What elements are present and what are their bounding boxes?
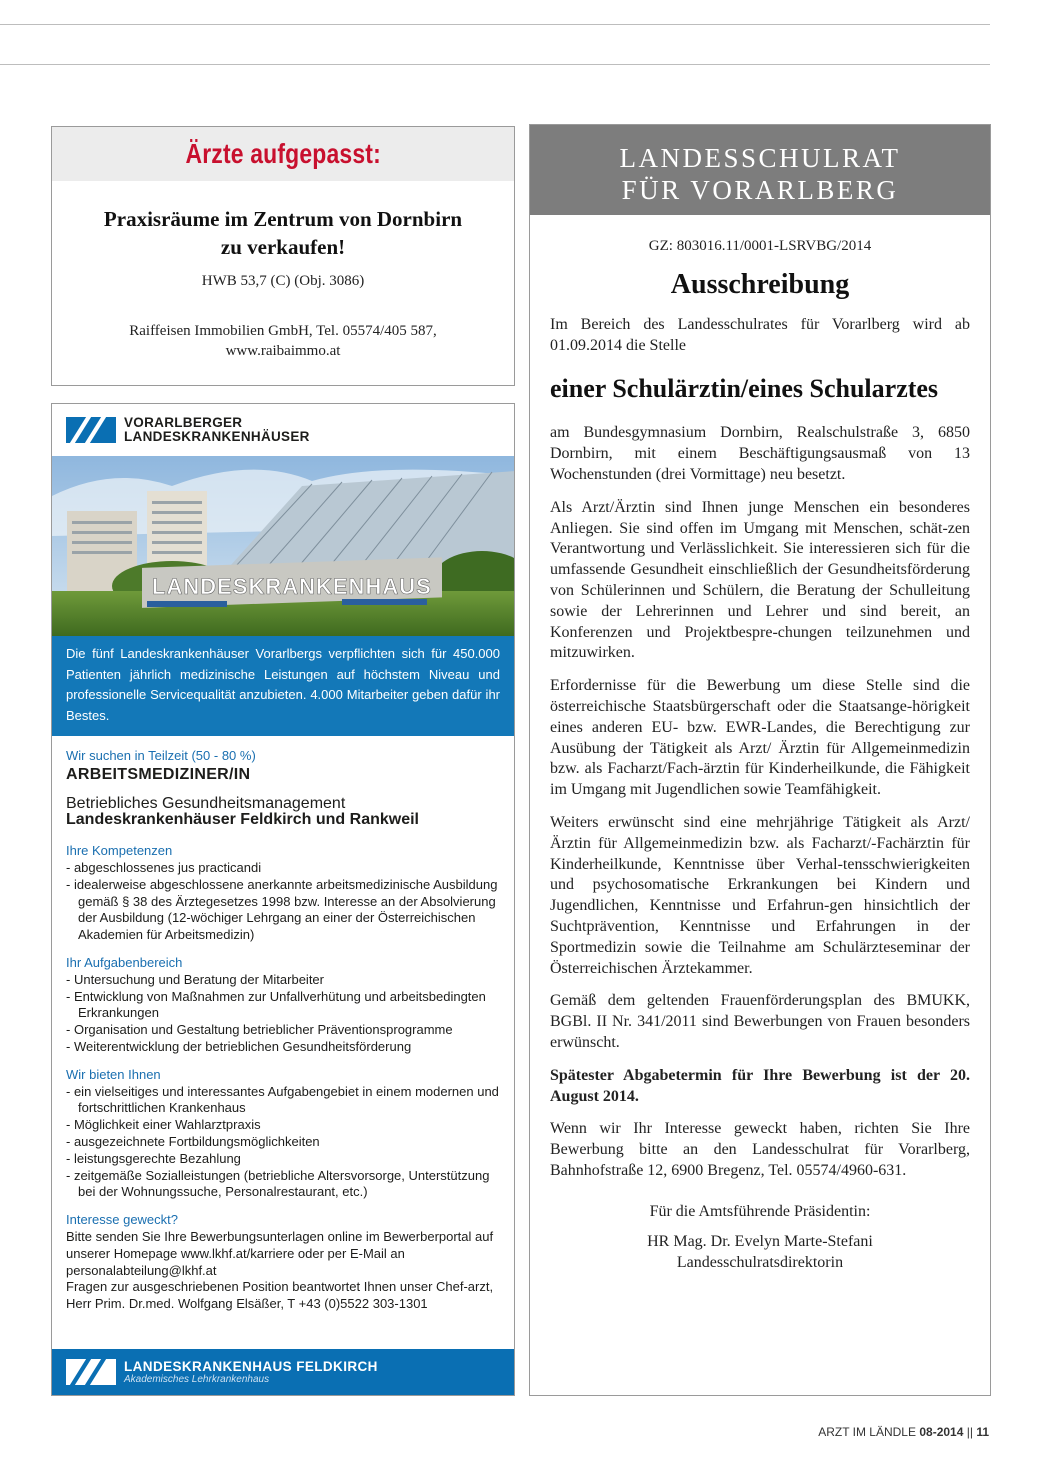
- dept-line-2: Landeskrankenhäuser Feldkirch und Rankweil: [66, 811, 419, 829]
- ad-praxis-hwb: HWB 53,7 (C) (Obj. 3086): [201, 273, 365, 289]
- ad-praxis-headline: Ärzte aufgepasst:: [185, 138, 381, 169]
- lkh-logo-mark-icon: [66, 417, 116, 443]
- section-kompetenzen: Ihre Kompetenzen - abgeschlossenes jus practicandi - idealerweise abgeschlossene anerkannte arbeitsmedizinische Ausbildung gemäß § 38 des Ärztegesetzes 1998 bzw. Interesse an der Absolvierung der Ausbildung (12-wöchiger Lehrgang an einer der Österreichischen Akademien für Arbeitsmedizin): [66, 843, 500, 944]
- list-item: - abgeschlossenes jus practicandi: [66, 860, 500, 877]
- list-item: - idealerweise abgeschlossene anerkannte arbeitsmedizinische Ausbildung gemäß § 38 des Ärztegesetzes 1998 bzw. Interesse an der Absolvierung der Ausbildung (12-wöchiger Lehrgang an einer der Österreichischen Akademien für Arbeitsmedizin): [66, 877, 500, 944]
- list-item: - ausgezeichnete Fortbildungsmöglichkeiten: [66, 1134, 500, 1151]
- lsr-paragraph: Wenn wir Ihr Interesse geweckt haben, richten Sie Ihre Bewerbung bitte an den Landesschulrat für Vorarlberg, Bahnhofstraße 12, 6900 Bregenz, Tel. 05574/4960-631.: [550, 1120, 970, 1179]
- lkh-job-details: [52, 736, 514, 1313]
- list-item: - Weiterentwicklung der betrieblichen Gesundheitsförderung: [66, 1039, 500, 1056]
- lkh-logo: VORARLBERGER LANDESKRANKENHÄUSER: [52, 404, 514, 456]
- ad-lkh: [51, 403, 515, 1396]
- photo-sign-text: LANDESKRANKENHAUS: [152, 574, 432, 599]
- lsr-body: [530, 315, 990, 1274]
- list-item: - leistungsgerechte Bezahlung: [66, 1151, 500, 1168]
- lsr-paragraph: am Bundesgymnasium Dornbirn, Realschulstraße 3, 6850 Dornbirn, mit einem Beschäftigungsausmaß von 13 Wochenstunden (drei Vormittage) neu besetzt.: [550, 424, 970, 483]
- lsr-paragraph: Weiters erwünscht sind eine mehrjährige Tätigkeit als Arzt/Ärztin für Allgemeinmedizin bzw. als Facharzt/-Fachärztin für Kinderheilkunde, Kenntnisse über Verhal-tensschwierigkeiten und psychosomatische Erkrankungen bei Kindern und Jugendlichen, Kenntnisse und Erfahrun-gen hinsichtlich der Suchtprävention, Kenntnisse und Erfahrungen in der Sportmedizin sowie die Teilnahme am Schulärzteseminar der Österreichischen Ärztekammer.: [550, 813, 970, 977]
- list-item: - zeitgemäße Sozialleistungen (betriebliche Altersvorsorge, Unterstützung bei der Wohnungssuche, Personalrestaurant, etc.): [66, 1168, 500, 1202]
- list-item: - Möglichkeit einer Wahlarztpraxis: [66, 1117, 500, 1134]
- lkh-feldkirch-logo: LANDESKRANKENHAUS FELDKIRCH Akademisches Lehrkrankenhaus: [52, 1349, 514, 1395]
- job-title: ARBEITSMEDIZINER/IN: [66, 765, 251, 783]
- lsr-header: LANDESSCHULRAT FÜR VORARLBERG: [530, 125, 990, 215]
- list-item: - ein vielseitiges und interessantes Aufgabengebiet in einem modernen und fortschrittlichen Krankenhaus: [66, 1084, 500, 1118]
- list-item: - Untersuchung und Beratung der Mitarbeiter: [66, 972, 500, 989]
- lsr-paragraph: Erfordernisse für die Bewerbung um diese Stelle sind die österreichische Staatsbürgerschaft oder die Staatsange-hörigkeit eines anderen EU- bzw. EWR-Landes, die Berechtigung zur Ausübung der Tätigkeit als Arzt/ Ärztin für Allgemeinmedizin bzw. als Facharzt/Fach-ärztin für Kinderheilkunde, die Fähigkeit im Umgang mit Jugendlichen sowie Teamfähigkeit.: [550, 677, 970, 799]
- issue-number: 08-2014: [919, 1425, 964, 1439]
- list-item: - Entwicklung von Maßnahmen zur Unfallverhütung und arbeitsbedingten Erkrankungen: [66, 989, 500, 1023]
- lsr-paragraph: Gemäß dem geltenden Frauenförderungsplan des BMUKK, BGBl. II Nr. 341/2011 sind Bewerbungen von Frauen besonders erwünscht.: [550, 992, 970, 1051]
- lsr-gz: GZ: 803016.11/0001-LSRVBG/2014: [648, 238, 872, 254]
- ad-praxis: [51, 126, 515, 386]
- ad-praxis-website-link[interactable]: www.raibaimmo.at: [225, 343, 341, 359]
- ad-praxis-header: [52, 127, 514, 181]
- ad-praxis-title: Praxisräume im Zentrum von Dornbirn zu verkaufen!: [103, 207, 463, 259]
- interest-text: Bitte senden Sie Ihre Bewerbungsunterlagen online im Bewerberportal auf unserer Homepage www.lkhf.at/karriere oder per E-Mail an personalabteilung@lkhf.at: [66, 1228, 494, 1278]
- ad-praxis-contact: Raiffeisen Immobilien GmbH, Tel. 05574/405 587, www.raibaimmo.at: [52, 321, 514, 361]
- hospital-photo-illustration: [52, 456, 514, 636]
- page-footer: ARZT IM LÄNDLE 08-2014 || 11: [818, 1425, 989, 1439]
- lsr-title: Ausschreibung: [670, 269, 850, 300]
- lsr-position: einer Schulärztin/eines Schularztes: [550, 373, 939, 403]
- lsr-paragraph: Als Arzt/Ärztin sind Ihnen junge Menschen ein besonderes Anliegen. Sie sind offen im Umgang mit Menschen, schät-zen Verantwortung und Verlässlichkeit. Sie interessieren sich für die umfassende Gesundheit einschließlich der Gesundheitsförderung von Schülerinnen und Schülern, die Beratung der Schulleitung sowie der Lehrerinnen und Lehrer und sind bereit, an Konferenzen und Projektbespre-chungen teilzunehmen und mitzuwirken.: [550, 498, 970, 662]
- lsr-deadline: Spätester Abgabetermin für Ihre Bewerbung ist der 20. August 2014.: [550, 1066, 970, 1105]
- section-aufgabenbereich: Ihr Aufgabenbereich - Untersuchung und Beratung der Mitarbeiter - Entwicklung von Maßnahmen zur Unfallverhütung und arbeitsbedingten Erkrankungen - Organisation und Gestaltung betrieblicher Präventionsprogramme - Weiterentwicklung der betrieblichen Gesundheitsförderung: [66, 955, 500, 1056]
- search-label: Wir suchen in Teilzeit (50 - 80 %): [66, 748, 256, 763]
- top-rule-2: [0, 64, 990, 65]
- questions-text: Fragen zur ausgeschriebenen Position beantwortet Ihnen unser Chef-arzt, Herr Prim. Dr.med. Wolfgang Elsäßer, T +43 (0)5522 303-1301: [66, 1279, 494, 1312]
- page-number: 11: [976, 1425, 989, 1439]
- lsr-intro: Im Bereich des Landesschulrates für Vorarlberg wird ab 01.09.2014 die Stelle: [550, 316, 970, 354]
- list-item: - Organisation und Gestaltung betrieblicher Präventionsprogramme: [66, 1022, 500, 1039]
- section-interesse: Interesse geweckt? Bitte senden Sie Ihre Bewerbungsunterlagen online im Bewerberportal auf unserer Homepage www.lkhf.at/karriere oder per E-Mail an personalabteilung@lkhf.at Fragen zur ausgeschriebenen Position beantwortet Ihnen unser Chef-arzt, Herr Prim. Dr.med. Wolfgang Elsäßer, T +43 (0)5522 303-1301: [66, 1212, 500, 1313]
- top-rule-1: [0, 24, 990, 25]
- section-wir-bieten: Wir bieten Ihnen - ein vielseitiges und interessantes Aufgabengebiet in einem modernen und fortschrittlichen Krankenhaus - Möglichkeit einer Wahlarztpraxis - ausgezeichnete Fortbildungsmöglichkeiten - leistungsgerechte Bezahlung - zeitgemäße Sozialleistungen (betriebliche Altersvorsorge, Unterstützung bei der Wohnungssuche, Personalrestaurant, etc.): [66, 1067, 500, 1201]
- lkh-intro: Die fünf Landeskrankenhäuser Vorarlbergs verpflichten sich für 450.000 Patienten jährlich medizinische Leistungen auf höchstem Niveau und professionelle Servicequalität anzubieten. 4.000 Mitarbeiter geben dafür ihr Bestes.: [52, 636, 514, 736]
- hospital-photo: [52, 456, 514, 636]
- magazine-name: ARZT IM LÄNDLE: [818, 1425, 916, 1439]
- ad-landesschulrat: [529, 124, 991, 1396]
- dept-line-1: Betriebliches Gesundheitsmanagement: [66, 794, 346, 812]
- lsr-signature: Für die Amtsführende Präsidentin: HR Mag. Dr. Evelyn Marte-Stefani Landesschulratsdirektorin: [647, 1202, 873, 1272]
- lkh-feldkirch-logo-mark-icon: [66, 1359, 116, 1385]
